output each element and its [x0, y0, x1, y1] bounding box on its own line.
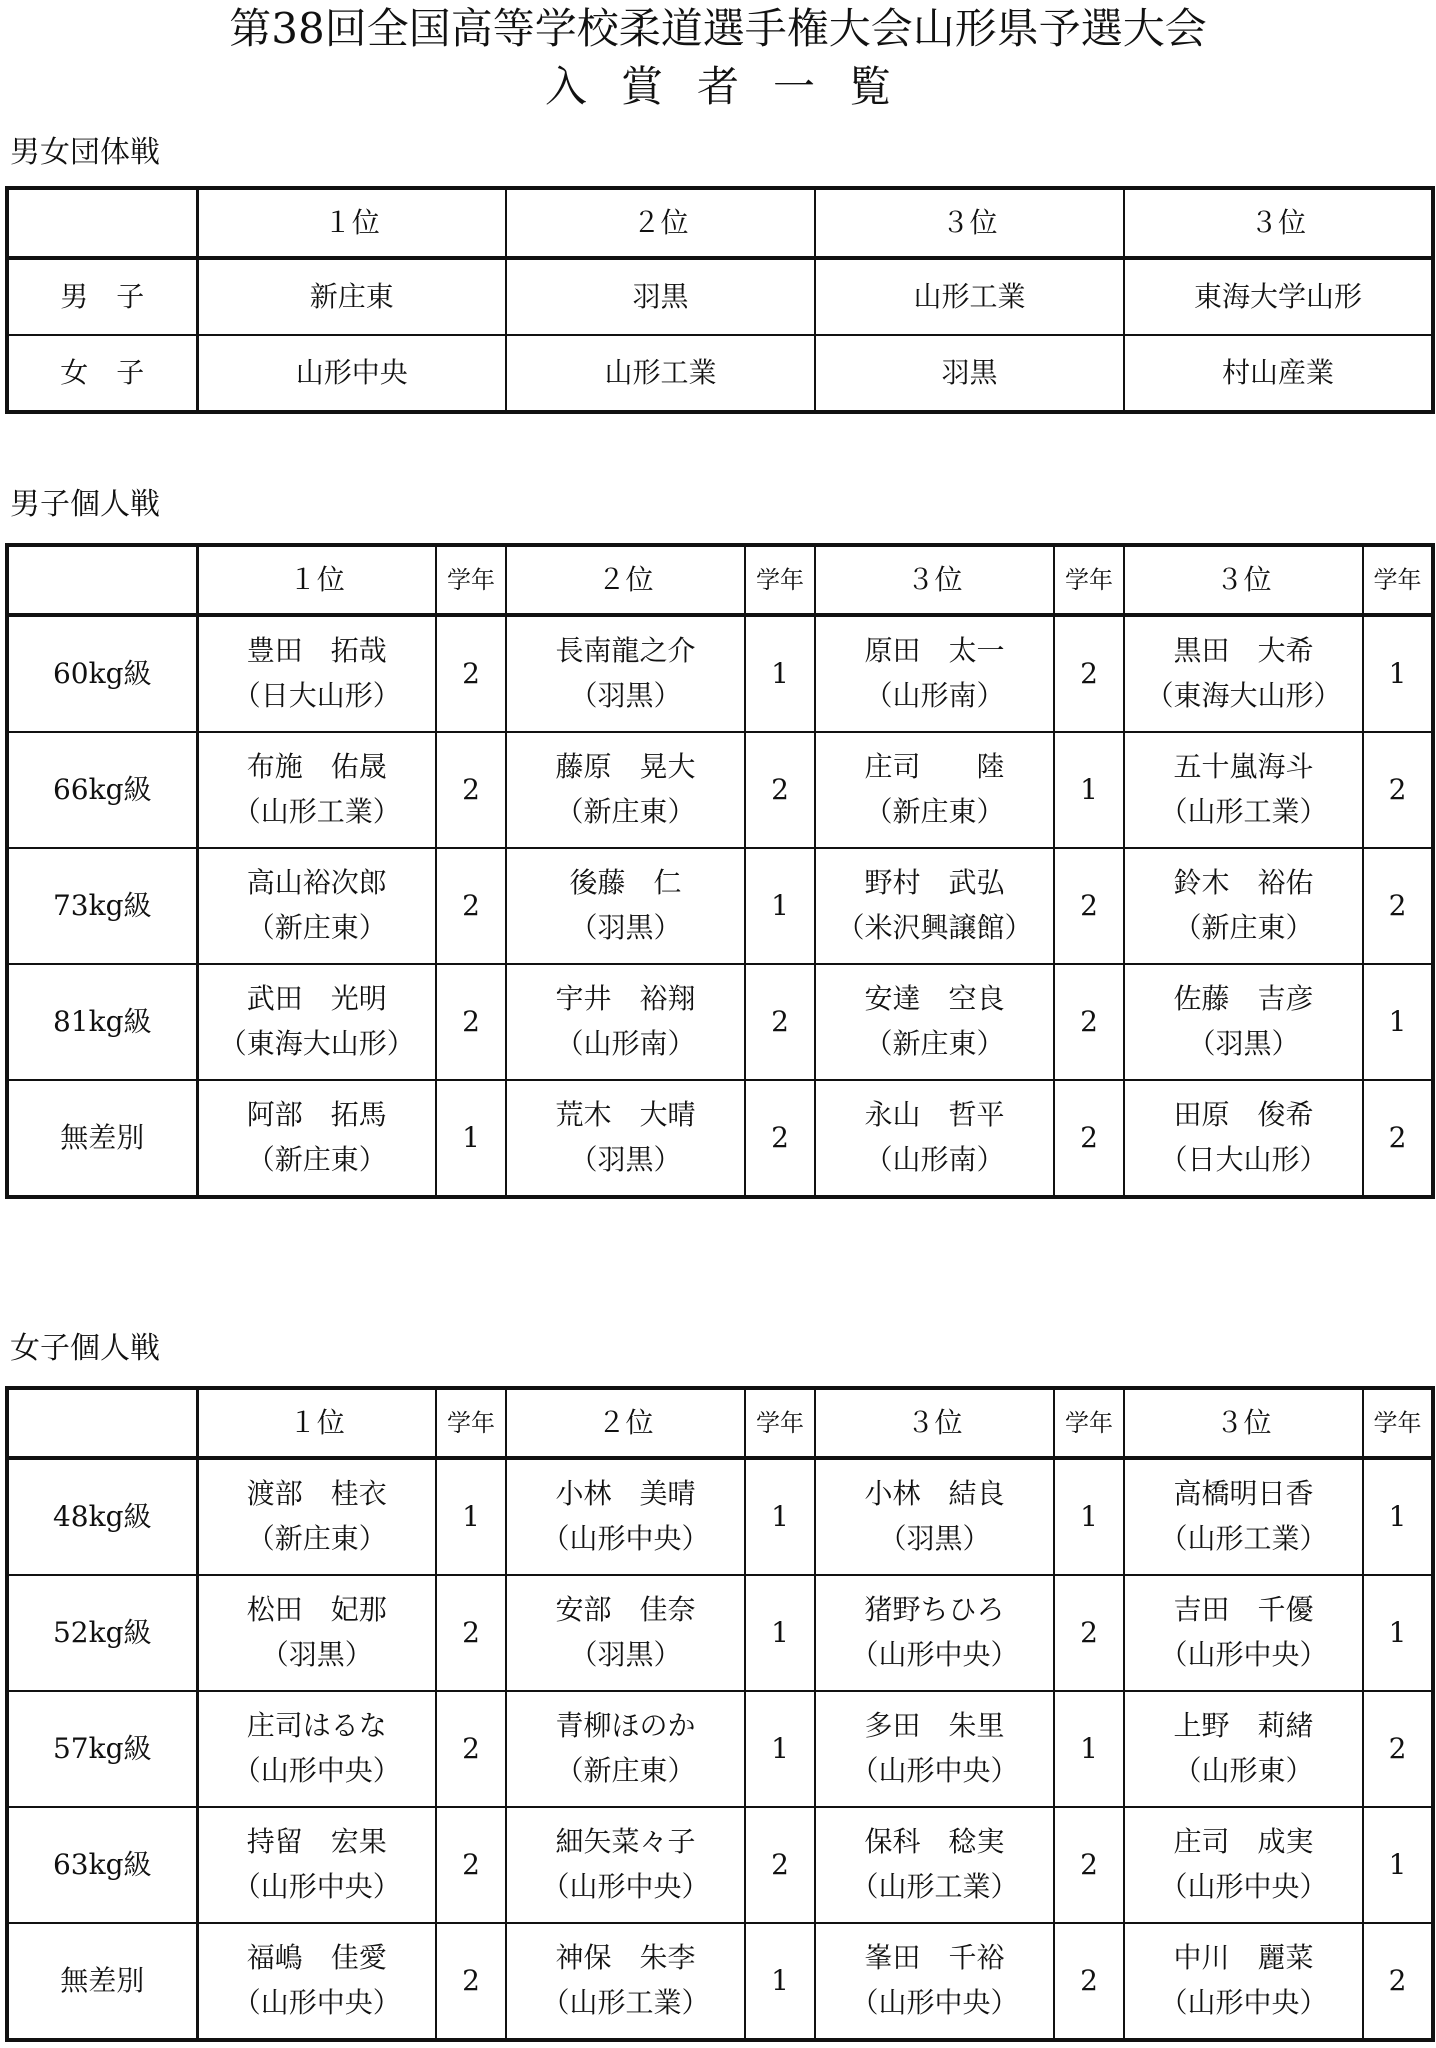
- table-row: [7, 1807, 1433, 1923]
- athlete-cell: [506, 1691, 745, 1807]
- table-row: [7, 1691, 1433, 1807]
- weight-class-label: 63kg級: [7, 1807, 197, 1923]
- weight-class-label: 60kg級: [7, 615, 197, 732]
- athlete-cell: [815, 615, 1054, 732]
- grade-cell: 2: [436, 964, 506, 1080]
- athlete-cell: [815, 1691, 1054, 1807]
- athlete-cell: [506, 964, 745, 1080]
- athlete-school: （新庄東）: [246, 911, 387, 944]
- athlete-cell: [197, 1923, 436, 2040]
- grade-cell: 1: [745, 1923, 815, 2040]
- athlete-school: （山形中央）: [1159, 1638, 1328, 1671]
- place-cell: 羽黒: [506, 258, 815, 335]
- athlete-school: （羽黒）: [569, 1143, 682, 1176]
- team-results-table: [5, 186, 1435, 414]
- athlete-cell: [815, 1458, 1054, 1575]
- athlete-name: 黒田 大希: [1173, 634, 1314, 668]
- athlete-school: （米沢興譲館）: [836, 911, 1033, 944]
- header-cell: 学年: [1054, 545, 1124, 615]
- athlete-school: （山形南）: [555, 1027, 696, 1060]
- athlete-cell: [815, 1575, 1054, 1691]
- grade-cell: 1: [1363, 1575, 1433, 1691]
- athlete-school: （羽黒）: [260, 1638, 373, 1671]
- athlete-name: 豊田 拓哉: [246, 634, 387, 668]
- athlete-name: 安達 空良: [864, 982, 1005, 1016]
- header-cell: 学年: [1363, 1388, 1433, 1458]
- athlete-name: 高橋明日香: [1173, 1477, 1314, 1511]
- athlete-name: 野村 武弘: [864, 866, 1005, 900]
- athlete-school: （山形中央）: [541, 1522, 710, 1555]
- athlete-cell: [1124, 732, 1363, 848]
- grade-cell: 2: [436, 848, 506, 964]
- header-cell: １位: [197, 1388, 436, 1458]
- grade-cell: 2: [1054, 1080, 1124, 1197]
- place-cell: 村山産業: [1124, 335, 1433, 412]
- weight-class-label: 81kg級: [7, 964, 197, 1080]
- grade-cell: 2: [1363, 1923, 1433, 2040]
- athlete-name: 布施 佑晟: [246, 750, 387, 784]
- athlete-school: （新庄東）: [864, 1027, 1005, 1060]
- grade-cell: 2: [1054, 1923, 1124, 2040]
- header-cell: [7, 545, 197, 615]
- grade-cell: 2: [745, 1080, 815, 1197]
- athlete-cell: [506, 1080, 745, 1197]
- athlete-school: （山形工業）: [850, 1870, 1019, 1903]
- athlete-name: 小林 結良: [864, 1477, 1005, 1511]
- athlete-cell: [815, 848, 1054, 964]
- athlete-cell: [506, 732, 745, 848]
- athlete-name: 松田 妃那: [246, 1593, 387, 1627]
- grade-cell: 1: [745, 1458, 815, 1575]
- table-row: [7, 335, 1433, 412]
- athlete-cell: [815, 732, 1054, 848]
- athlete-cell: [506, 848, 745, 964]
- athlete-cell: [1124, 1807, 1363, 1923]
- place-cell: 新庄東: [197, 258, 506, 335]
- table-row: [7, 1923, 1433, 2040]
- header-cell: 学年: [436, 545, 506, 615]
- place-cell: 山形中央: [197, 335, 506, 412]
- grade-cell: 2: [1054, 615, 1124, 732]
- athlete-school: （日大山形）: [1159, 1143, 1328, 1176]
- athlete-cell: [1124, 615, 1363, 732]
- athlete-school: （新庄東）: [555, 795, 696, 828]
- grade-cell: 1: [1363, 964, 1433, 1080]
- athlete-name: 持留 宏果: [246, 1825, 387, 1859]
- table-row: [7, 1080, 1433, 1197]
- section-title-team: 男女団体戦: [10, 135, 160, 170]
- athlete-name: 青柳ほのか: [555, 1709, 696, 1743]
- grade-cell: 2: [745, 1807, 815, 1923]
- athlete-school: （羽黒）: [878, 1522, 991, 1555]
- athlete-school: （山形中央）: [850, 1754, 1019, 1787]
- athlete-cell: [197, 848, 436, 964]
- athlete-school: （日大山形）: [232, 679, 401, 712]
- athlete-name: 佐藤 吉彦: [1173, 982, 1314, 1016]
- grade-cell: 1: [436, 1458, 506, 1575]
- document-subtitle: 入賞者一覧: [544, 62, 925, 111]
- athlete-school: （山形工業）: [1159, 1522, 1328, 1555]
- athlete-school: （山形中央）: [541, 1870, 710, 1903]
- athlete-name: 保科 稔実: [864, 1825, 1005, 1859]
- grade-cell: 2: [1363, 848, 1433, 964]
- athlete-school: （羽黒）: [569, 911, 682, 944]
- athlete-cell: [1124, 1691, 1363, 1807]
- header-cell: １位: [197, 188, 506, 258]
- athlete-cell: [506, 1575, 745, 1691]
- table-row: [7, 615, 1433, 732]
- document-title: 第38回全国高等学校柔道選手権大会山形県予選大会: [229, 4, 1207, 53]
- athlete-name: 庄司 成実: [1173, 1825, 1314, 1859]
- grade-cell: 2: [436, 615, 506, 732]
- athlete-cell: [1124, 964, 1363, 1080]
- grade-cell: 2: [1363, 1691, 1433, 1807]
- athlete-school: （山形中央）: [1159, 1986, 1328, 2019]
- athlete-name: 渡部 桂衣: [246, 1477, 387, 1511]
- grade-cell: 2: [1054, 964, 1124, 1080]
- header-cell: [7, 188, 197, 258]
- athlete-school: （新庄東）: [864, 795, 1005, 828]
- athlete-name: 五十嵐海斗: [1173, 750, 1314, 784]
- athlete-name: 安部 佳奈: [555, 1593, 696, 1627]
- header-cell: 学年: [1363, 545, 1433, 615]
- header-cell: ２位: [506, 1388, 745, 1458]
- athlete-name: 高山裕次郎: [246, 866, 387, 900]
- row-label: 男 子: [7, 258, 197, 335]
- weight-class-label: 無差別: [7, 1923, 197, 2040]
- athlete-name: 多田 朱里: [864, 1709, 1005, 1743]
- grade-cell: 1: [745, 615, 815, 732]
- grade-cell: 1: [1054, 732, 1124, 848]
- grade-cell: 2: [745, 732, 815, 848]
- athlete-school: （羽黒）: [569, 1638, 682, 1671]
- grade-cell: 1: [1363, 1807, 1433, 1923]
- section-title-men: 男子個人戦: [10, 487, 160, 522]
- weight-class-label: 48kg級: [7, 1458, 197, 1575]
- table-row: [7, 848, 1433, 964]
- grade-cell: 1: [745, 1691, 815, 1807]
- athlete-name: 荒木 大晴: [555, 1098, 696, 1132]
- athlete-name: 福嶋 佳愛: [246, 1941, 387, 1975]
- athlete-name: 小林 美晴: [555, 1477, 696, 1511]
- athlete-name: 宇井 裕翔: [555, 982, 696, 1016]
- athlete-cell: [197, 1080, 436, 1197]
- athlete-cell: [1124, 1923, 1363, 2040]
- grade-cell: 2: [436, 732, 506, 848]
- grade-cell: 1: [436, 1080, 506, 1197]
- header-cell: [7, 1388, 197, 1458]
- women-individual-table: [5, 1386, 1435, 2042]
- grade-cell: 1: [1363, 1458, 1433, 1575]
- table-header-row: [7, 1388, 1433, 1458]
- athlete-name: 中川 麗菜: [1173, 1941, 1314, 1975]
- athlete-name: 峯田 千裕: [864, 1941, 1005, 1975]
- table-header-row: [7, 188, 1433, 258]
- header-cell: ３位: [1124, 188, 1433, 258]
- header-cell: １位: [197, 545, 436, 615]
- athlete-cell: [1124, 848, 1363, 964]
- athlete-cell: [1124, 1080, 1363, 1197]
- weight-class-label: 57kg級: [7, 1691, 197, 1807]
- header-cell: ２位: [506, 545, 745, 615]
- grade-cell: 2: [1054, 848, 1124, 964]
- table-row: [7, 964, 1433, 1080]
- grade-cell: 2: [1054, 1807, 1124, 1923]
- grade-cell: 2: [1363, 732, 1433, 848]
- athlete-school: （山形南）: [864, 679, 1005, 712]
- weight-class-label: 66kg級: [7, 732, 197, 848]
- table-row: [7, 1575, 1433, 1691]
- athlete-cell: [1124, 1575, 1363, 1691]
- table-row: [7, 1458, 1433, 1575]
- grade-cell: 2: [745, 964, 815, 1080]
- athlete-name: 原田 太一: [864, 634, 1005, 668]
- athlete-name: 庄司 陸: [864, 750, 1005, 784]
- athlete-name: 吉田 千優: [1173, 1593, 1314, 1627]
- athlete-name: 田原 俊希: [1173, 1098, 1314, 1132]
- athlete-name: 後藤 仁: [569, 866, 682, 900]
- athlete-school: （山形南）: [864, 1143, 1005, 1176]
- athlete-cell: [197, 1575, 436, 1691]
- athlete-name: 鈴木 裕佑: [1173, 866, 1314, 900]
- header-cell: ３位: [815, 1388, 1054, 1458]
- place-cell: 羽黒: [815, 335, 1124, 412]
- athlete-school: （山形工業）: [541, 1986, 710, 2019]
- athlete-school: （新庄東）: [555, 1754, 696, 1787]
- weight-class-label: 52kg級: [7, 1575, 197, 1691]
- athlete-cell: [506, 1923, 745, 2040]
- athlete-school: （山形中央）: [232, 1870, 401, 1903]
- athlete-cell: [506, 615, 745, 732]
- header-cell: ３位: [1124, 545, 1363, 615]
- table-row: [7, 258, 1433, 335]
- athlete-name: 猪野ちひろ: [864, 1593, 1005, 1627]
- athlete-school: （山形中央）: [850, 1638, 1019, 1671]
- athlete-school: （山形中央）: [850, 1986, 1019, 2019]
- athlete-school: （山形東）: [1173, 1754, 1314, 1787]
- weight-class-label: 無差別: [7, 1080, 197, 1197]
- grade-cell: 1: [1054, 1691, 1124, 1807]
- athlete-name: 永山 哲平: [864, 1098, 1005, 1132]
- grade-cell: 2: [436, 1691, 506, 1807]
- table-row: [7, 732, 1433, 848]
- athlete-name: 藤原 晃大: [555, 750, 696, 784]
- grade-cell: 1: [745, 848, 815, 964]
- athlete-cell: [197, 964, 436, 1080]
- athlete-school: （東海大山形）: [1145, 679, 1342, 712]
- athlete-cell: [197, 1691, 436, 1807]
- athlete-cell: [197, 732, 436, 848]
- athlete-cell: [506, 1807, 745, 1923]
- athlete-school: （羽黒）: [569, 679, 682, 712]
- athlete-cell: [815, 1923, 1054, 2040]
- athlete-school: （新庄東）: [1173, 911, 1314, 944]
- grade-cell: 1: [1054, 1458, 1124, 1575]
- athlete-cell: [197, 1458, 436, 1575]
- grade-cell: 1: [745, 1575, 815, 1691]
- athlete-name: 上野 莉緒: [1173, 1709, 1314, 1743]
- athlete-name: 神保 朱李: [555, 1941, 696, 1975]
- athlete-name: 庄司はるな: [246, 1709, 387, 1743]
- grade-cell: 2: [1054, 1575, 1124, 1691]
- athlete-cell: [197, 615, 436, 732]
- grade-cell: 2: [1363, 1080, 1433, 1197]
- place-cell: 東海大学山形: [1124, 258, 1433, 335]
- header-cell: ２位: [506, 188, 815, 258]
- grade-cell: 2: [436, 1807, 506, 1923]
- header-cell: ３位: [815, 188, 1124, 258]
- athlete-name: 武田 光明: [246, 982, 387, 1016]
- athlete-cell: [815, 964, 1054, 1080]
- grade-cell: 1: [1363, 615, 1433, 732]
- athlete-cell: [197, 1807, 436, 1923]
- athlete-cell: [506, 1458, 745, 1575]
- header-cell: ３位: [1124, 1388, 1363, 1458]
- athlete-school: （山形中央）: [1159, 1870, 1328, 1903]
- athlete-school: （山形中央）: [232, 1986, 401, 2019]
- section-title-women: 女子個人戦: [10, 1331, 160, 1366]
- athlete-name: 長南龍之介: [555, 634, 696, 668]
- athlete-school: （東海大山形）: [218, 1027, 415, 1060]
- header-cell: ３位: [815, 545, 1054, 615]
- athlete-school: （山形工業）: [232, 795, 401, 828]
- header-cell: 学年: [1054, 1388, 1124, 1458]
- athlete-school: （山形工業）: [1159, 795, 1328, 828]
- table-header-row: [7, 545, 1433, 615]
- athlete-name: 細矢菜々子: [555, 1825, 696, 1859]
- header-cell: 学年: [745, 545, 815, 615]
- place-cell: 山形工業: [506, 335, 815, 412]
- header-cell: 学年: [745, 1388, 815, 1458]
- athlete-name: 阿部 拓馬: [246, 1098, 387, 1132]
- weight-class-label: 73kg級: [7, 848, 197, 964]
- grade-cell: 2: [436, 1923, 506, 2040]
- place-cell: 山形工業: [815, 258, 1124, 335]
- athlete-cell: [1124, 1458, 1363, 1575]
- athlete-school: （羽黒）: [1187, 1027, 1300, 1060]
- athlete-school: （新庄東）: [246, 1522, 387, 1555]
- men-individual-table: [5, 543, 1435, 1199]
- grade-cell: 2: [436, 1575, 506, 1691]
- row-label: 女 子: [7, 335, 197, 412]
- athlete-school: （新庄東）: [246, 1143, 387, 1176]
- athlete-school: （山形中央）: [232, 1754, 401, 1787]
- athlete-cell: [815, 1807, 1054, 1923]
- header-cell: 学年: [436, 1388, 506, 1458]
- athlete-cell: [815, 1080, 1054, 1197]
